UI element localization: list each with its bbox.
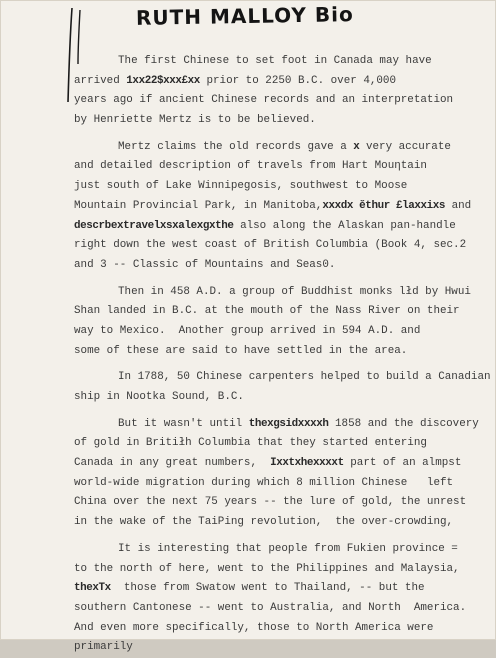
text-line <box>74 434 466 454</box>
typed-text: and detailed description of travels from Hart Mouηtain <box>74 160 427 173</box>
typed-text: In 1788, 50 Chinese carpenters helped to build a Canadian <box>118 371 491 384</box>
typed-text: those from Swatow went to Thailand, -- but the <box>110 582 425 595</box>
text-line <box>74 560 466 580</box>
typed-text: to the north of here, went to the Philippines and Malaysia, <box>74 562 460 575</box>
typed-text: southern Cantonese -- went to Australia, and North America. <box>74 601 467 614</box>
paragraph <box>74 283 471 362</box>
typed-text: It is interesting that people from Fukien province = <box>118 542 458 555</box>
typed-text: and <box>445 199 472 212</box>
paragraph-gap <box>74 361 466 368</box>
typed-text: ship in Nootka Sound, B.C. <box>74 391 244 403</box>
text-line <box>74 236 466 256</box>
typed-text: also along the Alaskan pan-handle <box>233 219 456 232</box>
text-line <box>74 72 466 92</box>
text-line <box>74 342 466 362</box>
text-line <box>74 513 466 533</box>
struck-out-text: descrbextravelxsxalexgxthe <box>74 219 234 232</box>
text-line <box>74 91 466 111</box>
paragraph-gap <box>74 533 466 540</box>
text-line <box>74 217 466 237</box>
paragraph-gap <box>74 408 466 415</box>
text-line <box>74 579 466 599</box>
text-line <box>74 474 466 494</box>
struck-out-text: thexTx <box>74 582 111 595</box>
typed-text: primarily <box>74 641 133 654</box>
typed-text: by Henriette Mertz is to be believed. <box>74 114 316 127</box>
typed-text: years ago if ancient Chinese records and an interpretation <box>74 94 454 107</box>
typed-text: arrived <box>74 74 127 87</box>
struck-out-text: 1xx22$xxx£xx <box>126 74 200 87</box>
typed-text: prior to 2250 B.C. over 4,000 <box>199 74 397 87</box>
text-line <box>74 540 466 560</box>
text-line <box>74 388 466 408</box>
paragraph <box>74 52 466 131</box>
text-line <box>74 454 466 474</box>
typed-text: The first Chinese to set foot in Canada may have <box>118 55 432 67</box>
text-line <box>74 157 466 177</box>
typed-text: 1858 and the discovery <box>328 417 479 430</box>
text-line <box>74 256 466 276</box>
typed-text: very accurate <box>359 140 451 153</box>
typed-text: But it wasn't until <box>118 417 249 430</box>
typed-text: China over the next 75 years -- the lure of gold, the unrest <box>74 496 467 509</box>
text-line <box>74 177 466 197</box>
paragraph-gap <box>74 131 466 138</box>
typed-text: way to Mexico. Another group arrived in 594 A.D. and <box>74 324 421 337</box>
text-line <box>74 197 472 217</box>
text-line <box>74 111 466 131</box>
text-line <box>74 638 466 658</box>
struck-out-text: x <box>353 140 360 153</box>
typed-text: right down the west coast of British Columbia (Book 4, sec.2 <box>74 239 467 252</box>
text-line <box>74 368 491 388</box>
typed-text: Canada in any great numbers, <box>74 457 271 470</box>
text-line <box>74 415 479 435</box>
typed-text: some of these are said to have settled in the area. <box>74 344 408 357</box>
text-line <box>74 619 466 639</box>
typed-text: Mountain Provincial Park, in Manitoba, <box>74 199 323 212</box>
typed-text: Mertz claims the old records gave a <box>118 140 354 153</box>
text-line <box>74 138 466 158</box>
paragraph-gap <box>74 276 466 283</box>
paragraph <box>74 138 472 276</box>
text-line <box>74 283 471 303</box>
typed-text: and 3 -- Classic of Mountains and Seas0. <box>74 258 336 271</box>
typed-text: And even more specifically, those to North America were <box>74 621 434 634</box>
typed-text: Shan landed in B.C. at the mouth of the Nass River on their <box>74 305 460 318</box>
typed-text: world-wide migration during which 8 million Chinese left <box>74 476 454 489</box>
typed-body <box>74 52 491 658</box>
text-line <box>74 322 466 342</box>
text-line <box>74 52 466 72</box>
struck-out-text: xxxdx ĕthur £laxxixs <box>322 199 446 212</box>
struck-out-text: thexgsidxxxxh <box>248 417 329 430</box>
typed-text: in the wake of the TaiPing revolution, the over-crowding, <box>74 516 454 529</box>
typed-text: just south of Lake Winnipegosis, southwest to Moose <box>74 180 408 193</box>
handwritten-title: RUTH MALLOY Bio <box>135 2 354 30</box>
paragraph <box>74 415 479 533</box>
typed-text: Then in 458 A.D. a group of Buddhist monks lłd by Hwui <box>118 285 471 298</box>
paragraph <box>74 540 466 658</box>
struck-out-text: Ixxtxhexxxxt <box>270 457 344 470</box>
paragraph <box>74 368 491 407</box>
text-line <box>74 302 466 322</box>
text-line <box>74 493 466 513</box>
typed-text: of gold in Britiłh Columbia that they started entering <box>74 437 427 450</box>
text-line <box>74 599 466 619</box>
typed-text: part of an almpst <box>343 457 462 470</box>
